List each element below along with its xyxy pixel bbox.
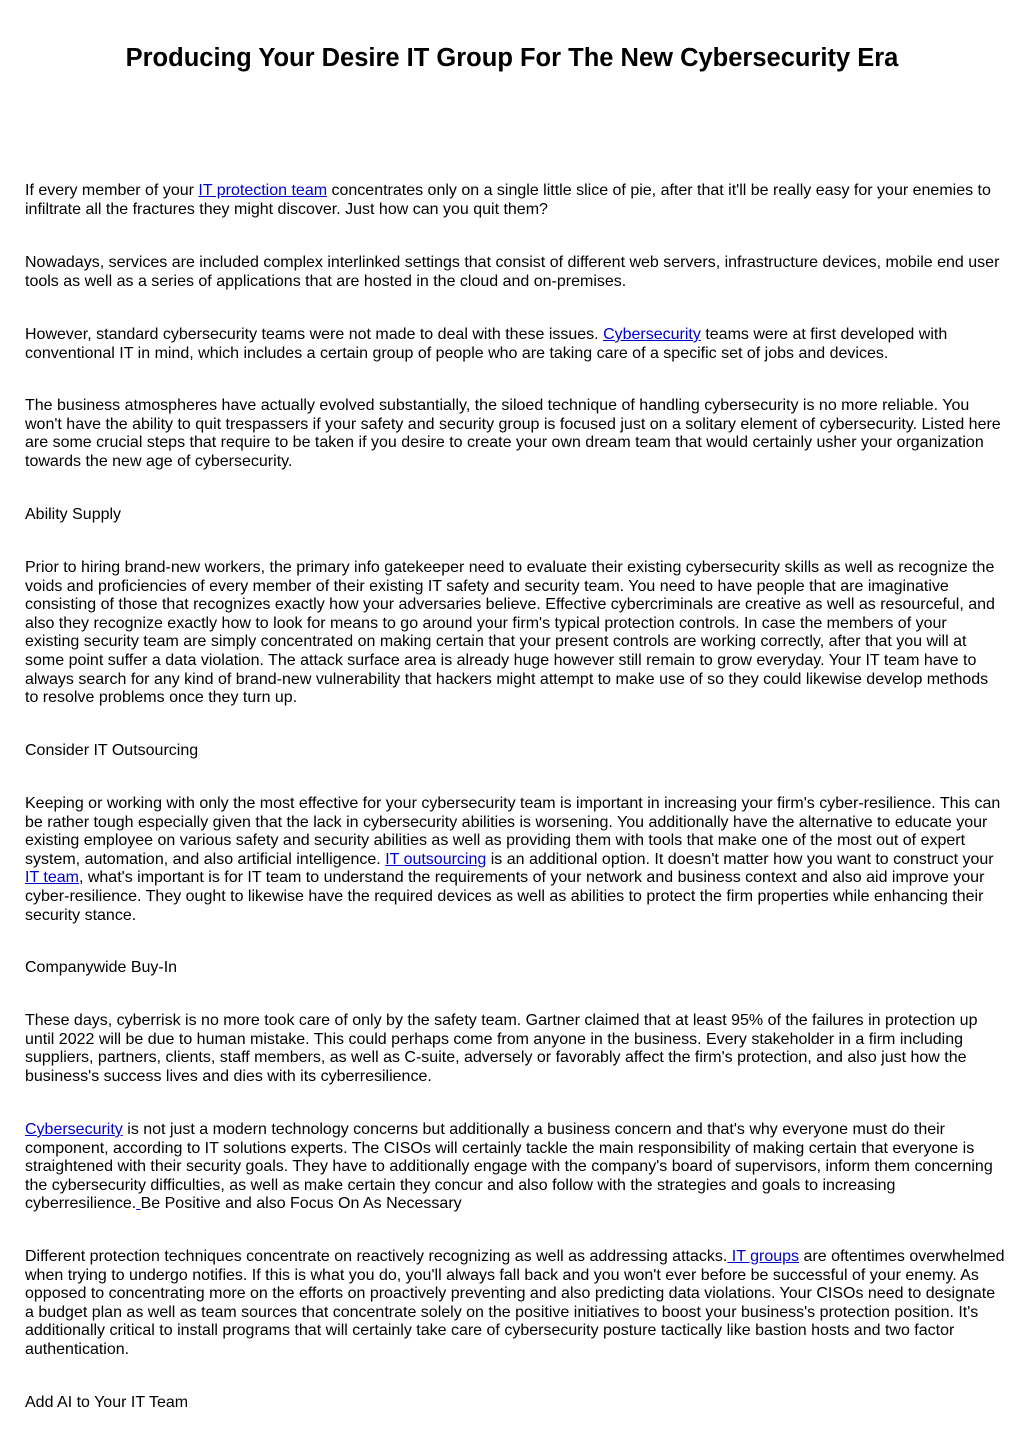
paragraph-keeping	[25, 795, 1005, 925]
paragraph-cybersecurity-concern	[25, 1121, 1005, 1214]
text-span: is not just a modern technology concerns but additionally a business concern and that's why everyone must do their component, according to IT solutions experts. The CISOs will certainly tackle the main responsibility of making certain that everyone is straightened with their security goals. They have to additionally engage with the company's board of supervisors, inform them concerning the cybersecurity difficulties, as well as make certain they concur and also follow with the strategies and goals to increasing cyberresilience.	[25, 1121, 993, 1213]
link-cybersecurity-2[interactable]: Cybersecurity	[25, 1121, 123, 1138]
paragraph-cyberrisk: These days, cyberrisk is no more took care of only by the safety team. Gartner claimed that at least 95% of the failures in protection up until 2022 will be due to human mistake. This could perhaps come from anyone in the business. Every stakeholder in a firm including suppliers, partners, clients, staff members, as well as C-suite, adversely or favorably affect the firm's protection, and also just how the business's success lives and dies with its cyberresilience.	[25, 1012, 978, 1085]
link-it-protection-team[interactable]: IT protection team	[198, 182, 328, 199]
text-span: However, standard cybersecurity teams were not made to deal with these issues.	[25, 326, 604, 343]
text-span: Keeping or working with only the most effective for your cybersecurity team is important in increasing your firm's cyber-resilience. This can be rather tough especially given that the lack in cybersecurity abilities is worsening. You additionally have the alternative to educate your existing employee on various safety and security abilities as well as providing them with tools that make one of the most out of expert system, automation, and also artificial intelligence.	[25, 795, 1001, 868]
paragraph-standard-teams	[25, 326, 1005, 363]
text-span: If every member of your	[25, 182, 199, 199]
text-span: are oftentimes overwhelmed when trying to undergo notifies. If this is what you do, you'll always fall back and you won't ever before be successful of your enemy. As opposed to concentrating more on the efforts on proactively preventing and also predicting data violations. Your CISOs need to designate a budget plan as well as team sources that concentrate solely on the positive initiatives to boost your business's protection position. It's additionally critical to install programs that will certainly take care of cybersecurity posture tactically like bastion hosts and two factor authentication.	[25, 1248, 1005, 1358]
link-it-outsourcing[interactable]: IT outsourcing	[385, 850, 487, 868]
link-it-team[interactable]: IT team	[25, 869, 79, 887]
text-span: concentrates only on a single little slice of pie, after that it'll be really easy for your enemies to infiltrate all the fractures they might discover. Just how can you quit them?	[25, 182, 991, 218]
text-span: teams were at first developed with conventional IT in mind, which includes a certain group of people who are taking care of a specific set of jobs and devices.	[25, 326, 948, 362]
text-span: Different protection techniques concentrate on reactively recognizing as well as addressing attacks.	[25, 1248, 728, 1265]
paragraph-intro	[25, 182, 1005, 219]
paragraph-services: Nowadays, services are included complex interlinked settings that consist of different web servers, infrastructure devices, mobile end user tools as well as a series of applications that are hosted in the cloud and on-premises.	[25, 254, 1000, 290]
section-heading-add-ai: Add AI to Your IT Team	[25, 1394, 189, 1411]
section-heading-ability-supply: Ability Supply	[25, 506, 122, 523]
paragraph-hiring: Prior to hiring brand-new workers, the primary info gatekeeper need to evaluate their existing cybersecurity skills as well as recognize the voids and proficiencies of every member of their existing IT safety and security team. You need to have people that are imaginative consisting of those that recognizes exactly how your adversaries believe. Effective cybercriminals are creative as well as resourceful, and also they recognize exactly how to look for means to go around your firm's typical protection controls. In case the members of your existing security team are simply concentrated on making certain that your present controls are working correctly, after that you will at some point suffer a data violation. The attack surface area is already huge however still remain to grow everyday. Your IT team have to always search for any kind of brand-new vulnerability that hackers might attempt to make use of so they could likewise develop methods to resolve problems once they turn up.	[25, 559, 995, 707]
section-heading-buy-in: Companywide Buy-In	[25, 959, 178, 976]
text-span: Be Positive and also Focus On As Necessary	[140, 1195, 462, 1213]
section-heading-it-outsourcing: Consider IT Outsourcing	[25, 742, 199, 759]
link-it-groups[interactable]: IT groups	[727, 1248, 800, 1265]
paragraph-protection-techniques	[25, 1248, 1005, 1360]
text-span: , what's important is for IT team to understand the requirements of your network and business context and also aid improve your cyber-resilience. They ought to likewise have the required devices as well as abilities to protect the firm properties while enhancing their security stance.	[25, 869, 985, 924]
paragraph-business-atmospheres: The business atmospheres have actually evolved substantially, the siloed technique of handling cybersecurity is no more reliable. You won't have the ability to quit trespassers if your safety and security group is focused just on a solitary element of cybersecurity. Listed here are some crucial steps that require to be taken if you desire to create your own dream team that would certainly usher your organization towards the new age of cybersecurity.	[25, 397, 1001, 470]
link-cybersecurity[interactable]: Cybersecurity	[603, 326, 701, 343]
text-span: is an additional option. It doesn't matter how you want to construct your	[486, 850, 994, 868]
page-title: Producing Your Desire IT Group For The New Cybersecurity Era	[125, 44, 899, 72]
